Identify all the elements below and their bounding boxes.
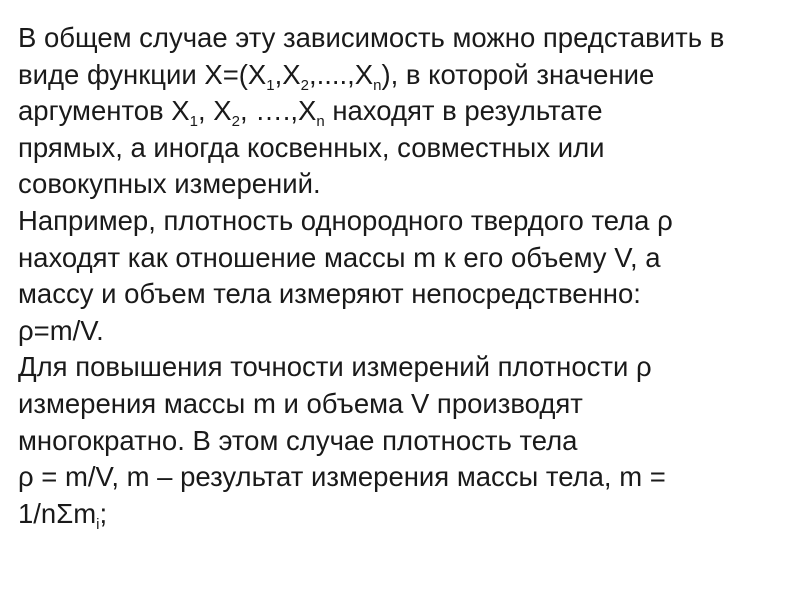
text-run: аргументов X bbox=[18, 95, 190, 127]
subscript: 1 bbox=[189, 113, 198, 131]
text-line: находят как отношение массы m к его объему V, а bbox=[18, 241, 661, 273]
text-line: Например, плотность однородного твердого тела ρ bbox=[18, 204, 673, 236]
slide-text bbox=[18, 20, 788, 532]
text-line: ρ=m/V. bbox=[18, 314, 104, 346]
text-line: прямых, а иногда косвенных, совместных или bbox=[18, 131, 605, 163]
text-run: виде функции X=(X bbox=[18, 58, 267, 90]
text-line bbox=[18, 93, 788, 130]
subscript: 2 bbox=[231, 113, 240, 131]
text-line bbox=[18, 57, 788, 94]
subscript: n bbox=[373, 76, 382, 94]
subscript: 1 bbox=[266, 76, 275, 94]
subscript: i bbox=[96, 515, 100, 533]
subscript: n bbox=[316, 113, 325, 131]
text-line: многократно. В этом случае плотность тела bbox=[18, 424, 578, 456]
text-run: , X bbox=[197, 95, 232, 127]
text-run: 1/nΣm bbox=[18, 497, 97, 529]
text-run: ,....,X bbox=[308, 58, 374, 90]
subscript: 2 bbox=[300, 76, 309, 94]
text-line bbox=[18, 496, 788, 533]
text-line: совокупных измерений. bbox=[18, 168, 321, 200]
text-line: Для повышения точности измерений плотности ρ bbox=[18, 351, 652, 383]
text-run: ), в которой значение bbox=[381, 58, 655, 90]
text-line: измерения массы m и объема V производят bbox=[18, 387, 583, 419]
text-run: ; bbox=[99, 497, 108, 529]
text-run: ,X bbox=[274, 58, 301, 90]
text-run: находят в результате bbox=[324, 95, 603, 127]
text-line: ρ = m/V, m – результат измерения массы тела, m = bbox=[18, 461, 666, 493]
text-line: массу и объем тела измеряют непосредственно: bbox=[18, 278, 641, 310]
text-run: , ….,X bbox=[239, 95, 317, 127]
text-line: В общем случае эту зависимость можно представить в bbox=[18, 22, 725, 53]
